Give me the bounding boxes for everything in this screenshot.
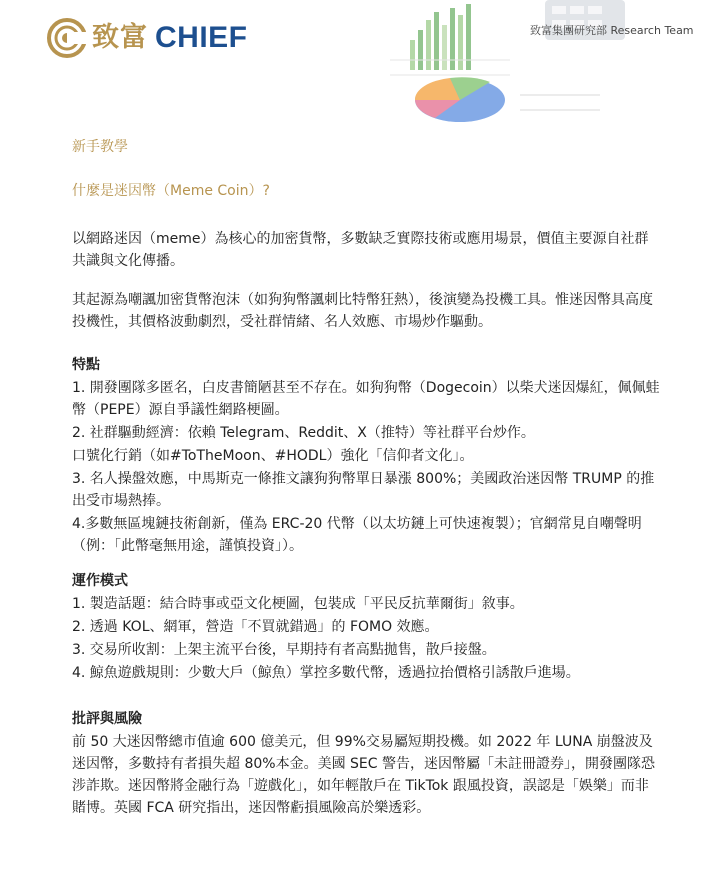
operation-item-3: 3. 交易所收割：上架主流平台後，早期持有者高點拋售，散戶接盤。 [72,642,496,658]
features-section [72,354,662,557]
page-header [0,0,725,130]
origin-paragraph: 其起源為嘲諷加密貨幣泡沫（如狗狗幣諷刺比特幣狂熱），後演變為投機工具。惟迷因幣具高度投機性，其價格波動劇烈，受社群情緒、名人效應、市場炒作驅動。 [72,292,653,330]
decorative-chart-illustration [390,0,630,135]
operation-section [72,570,662,684]
risk-heading: 批評與風險 [72,711,142,727]
operation-heading: 運作模式 [72,573,128,589]
features-item-2-slogan: 口號化行銷（如#ToTheMoon、#HODL）強化「信仰者文化」。 [72,448,474,464]
logo-chinese-name: 致富 [92,22,148,53]
risk-section [72,708,662,819]
operation-item-2: 2. 透過 KOL、網軍，營造「不買就錯過」的 FOMO 效應。 [72,619,439,635]
logo-english-name: CHIEF [155,21,248,54]
features-item-1: 1. 開發團隊多匿名，白皮書簡陋甚至不存在。如狗狗幣（Dogecoin）以柴犬迷因爆紅，佩佩蛙幣（PEPE）源自爭議性網路梗圖。 [72,380,660,418]
document-title: 什麼是迷因幣（Meme Coin）? [72,183,270,199]
features-item-4: 4.多數無區塊鏈技術創新，僅為 ERC-20 代幣（以太坊鏈上可快速複製）；官網常見自嘲聲明（例：「此幣毫無用途，謹慎投資」）。 [72,516,642,554]
features-item-3: 3. 名人操盤效應，中馬斯克一條推文讓狗狗幣單日暴漲 800%；美國政治迷因幣 TRUMP 的推出受市場熱捧。 [72,471,655,509]
definition-paragraph: 以網路迷因（meme）為核心的加密貨幣，多數缺乏實際技術或應用場景，價值主要源自社群共識與文化傳播。 [72,231,649,269]
features-heading: 特點 [72,357,100,373]
features-item-2: 2. 社群驅動經濟：依賴 Telegram、Reddit、X（推特）等社群平台炒作。 [72,425,535,441]
operation-item-4: 4. 鯨魚遊戲規則：少數大戶（鯨魚）掌控多數代幣，透過拉抬價格引誘散戶進場。 [72,665,580,681]
category-label: 新手教學 [72,139,128,155]
operation-item-1: 1. 製造話題：結合時事或亞文化梗圖，包裝成「平民反抗華爾街」敘事。 [72,596,524,612]
chief-logo-icon [47,18,87,58]
research-team-label: 致富集團研究部 Research Team [530,24,694,37]
risk-paragraph: 前 50 大迷因幣總市值逾 600 億美元，但 99%交易屬短期投機。如 2022 年 LUNA 崩盤波及迷因幣，多數持有者損失超 80%本金。美國 SEC 警告，迷因幣屬「未註冊證券」，開發團隊恐涉詐欺。迷因幣將金融行為「遊戲化」，如年輕散戶在 TikTok 跟風投資，誤認是「娛樂」而非賭博。英國 FCA 研究指出，迷因幣虧損風險高於樂透彩。 [72,734,655,816]
